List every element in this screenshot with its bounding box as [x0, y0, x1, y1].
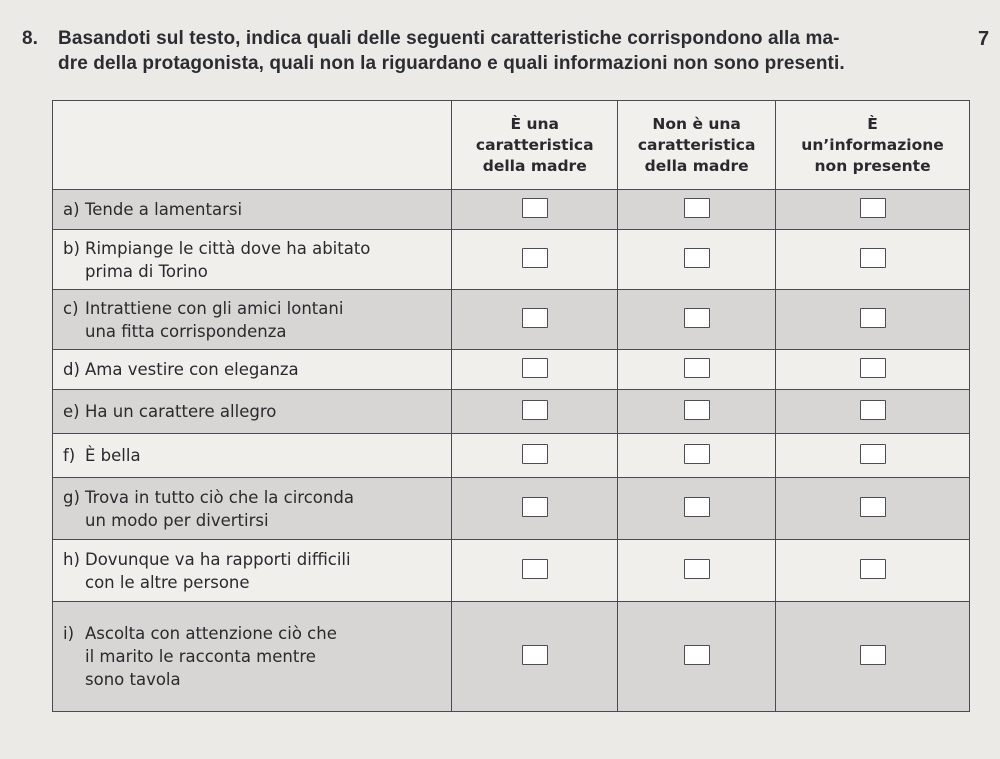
statement-cell	[53, 540, 452, 602]
checkbox-not-present[interactable]	[860, 559, 886, 579]
answer-cell-not-present	[776, 290, 970, 350]
statement-cell	[53, 190, 452, 230]
table-row	[53, 390, 970, 434]
answer-cell-not-trait	[618, 390, 776, 434]
checkbox-is-trait[interactable]	[522, 400, 548, 420]
answer-cell-not-trait	[618, 602, 776, 712]
column-header-line: Non è una	[652, 114, 741, 133]
statement-letter: d)	[63, 360, 80, 379]
checkbox-not-trait[interactable]	[684, 400, 710, 420]
answer-cell-is-trait	[452, 540, 618, 602]
statement-continuation: prima di Torino	[85, 261, 208, 281]
table-row	[53, 230, 970, 290]
answer-cell-not-present	[776, 434, 970, 478]
checkbox-not-present[interactable]	[860, 248, 886, 268]
checkbox-not-trait[interactable]	[684, 248, 710, 268]
instructions-text-1: Basandoti sul testo, indica quali delle seguenti caratteristiche corrispondono alla ma-	[58, 28, 840, 49]
checkbox-not-trait[interactable]	[684, 308, 710, 328]
checkbox-not-trait[interactable]	[684, 358, 710, 378]
statement-letter: i)	[63, 624, 75, 643]
statement-continuation: con le altre persone	[85, 572, 250, 592]
answer-cell-not-trait	[618, 350, 776, 390]
statement-cell	[53, 290, 452, 350]
checkbox-is-trait[interactable]	[522, 559, 548, 579]
statement-cell	[53, 602, 452, 712]
statement-text: Rimpiange le città dove ha abitato	[85, 238, 371, 258]
answer-cell-not-trait	[618, 230, 776, 290]
answer-cell-not-trait	[618, 190, 776, 230]
statement-cell	[53, 230, 452, 290]
column-header-line: caratteristica	[637, 135, 756, 154]
statement-text: Ama vestire con eleganza	[85, 360, 299, 379]
checkbox-not-trait[interactable]	[684, 198, 710, 218]
checkbox-not-present[interactable]	[860, 400, 886, 420]
statement-letter: g)	[63, 487, 80, 507]
margin-mark: 7	[978, 28, 990, 50]
answer-cell-is-trait	[452, 230, 618, 290]
statement-line	[63, 297, 443, 320]
checkbox-not-present[interactable]	[860, 308, 886, 328]
checkbox-is-trait[interactable]	[522, 645, 548, 665]
statement-letter: h)	[63, 549, 80, 569]
answer-cell-is-trait	[452, 190, 618, 230]
checkbox-is-trait[interactable]	[522, 308, 548, 328]
answer-cell-not-present	[776, 230, 970, 290]
statement-continuation: un modo per divertirsi	[85, 510, 269, 530]
checkbox-not-trait[interactable]	[684, 559, 710, 579]
statement-letter: e)	[63, 402, 80, 421]
statement-line	[63, 358, 443, 381]
column-header-is-trait	[452, 101, 618, 190]
column-header-line: È	[867, 114, 878, 133]
column-header-line: caratteristica	[475, 135, 594, 154]
header-corner	[53, 101, 452, 190]
statement-line	[63, 400, 443, 423]
answer-cell-not-present	[776, 540, 970, 602]
checkbox-is-trait[interactable]	[522, 444, 548, 464]
answer-cell-not-trait	[618, 434, 776, 478]
column-header-line: non presente	[814, 156, 931, 175]
statement-continuation: sono tavola	[85, 670, 181, 689]
statement-cell	[53, 434, 452, 478]
table-row	[53, 540, 970, 602]
answer-cell-is-trait	[452, 390, 618, 434]
instructions-line-1	[22, 26, 962, 51]
exercise-instructions	[22, 26, 962, 76]
statement-text: Intrattiene con gli amici lontani	[85, 298, 344, 318]
table-row	[53, 602, 970, 712]
checkbox-not-present[interactable]	[860, 198, 886, 218]
statement-letter: a)	[63, 200, 80, 219]
statement-line	[63, 198, 443, 221]
table-header-row	[53, 101, 970, 190]
checkbox-is-trait[interactable]	[522, 248, 548, 268]
statement-text: Ha un carattere allegro	[85, 402, 277, 421]
statement-line	[63, 622, 443, 645]
checkbox-not-trait[interactable]	[684, 645, 710, 665]
answer-cell-is-trait	[452, 290, 618, 350]
answer-cell-not-present	[776, 390, 970, 434]
table-row	[53, 434, 970, 478]
checkbox-is-trait[interactable]	[522, 198, 548, 218]
answer-table	[52, 100, 970, 712]
answer-cell-not-trait	[618, 540, 776, 602]
statement-line	[63, 237, 443, 260]
statement-cell	[53, 390, 452, 434]
statement-line	[63, 444, 443, 467]
column-header-line: della madre	[644, 156, 749, 175]
answer-cell-not-present	[776, 190, 970, 230]
statement-text: Dovunque va ha rapporti difficili	[85, 549, 351, 569]
answer-cell-is-trait	[452, 602, 618, 712]
column-header-not-trait	[618, 101, 776, 190]
answer-cell-is-trait	[452, 434, 618, 478]
answer-cell-not-trait	[618, 478, 776, 540]
statement-text: Tende a lamentarsi	[85, 200, 243, 219]
exercise-number: 8.	[22, 28, 39, 49]
checkbox-not-trait[interactable]	[684, 497, 710, 517]
checkbox-not-present[interactable]	[860, 497, 886, 517]
checkbox-not-present[interactable]	[860, 645, 886, 665]
statement-cell	[53, 478, 452, 540]
table-row	[53, 190, 970, 230]
statement-letter: f)	[63, 446, 76, 465]
instructions-line-2: dre della protagonista, quali non la riguardano e quali informazioni non sono presenti.	[58, 53, 845, 74]
checkbox-is-trait[interactable]	[522, 358, 548, 378]
statement-letter: b)	[63, 238, 80, 258]
table-row	[53, 290, 970, 350]
statement-text: Ascolta con attenzione ciò che	[85, 624, 337, 643]
statement-continuation: una fitta corrispondenza	[85, 321, 287, 341]
statement-text: Trova in tutto ciò che la circonda	[85, 487, 354, 507]
answer-cell-not-present	[776, 350, 970, 390]
column-header-not-present	[776, 101, 970, 190]
statement-line	[63, 548, 443, 571]
column-header-line: della madre	[482, 156, 587, 175]
checkbox-is-trait[interactable]	[522, 497, 548, 517]
answer-cell-not-present	[776, 478, 970, 540]
statement-line	[63, 486, 443, 509]
checkbox-not-trait[interactable]	[684, 444, 710, 464]
answer-cell-is-trait	[452, 350, 618, 390]
column-header-line: un’informazione	[801, 135, 944, 154]
answer-cell-not-present	[776, 602, 970, 712]
checkbox-not-present[interactable]	[860, 358, 886, 378]
statement-letter: c)	[63, 298, 79, 318]
statement-cell	[53, 350, 452, 390]
answer-cell-not-trait	[618, 290, 776, 350]
statement-text: È bella	[85, 446, 141, 465]
column-header-line: È una	[510, 114, 559, 133]
checkbox-not-present[interactable]	[860, 444, 886, 464]
table-row	[53, 350, 970, 390]
statement-continuation: il marito le racconta mentre	[85, 647, 316, 666]
table-row	[53, 478, 970, 540]
answer-cell-is-trait	[452, 478, 618, 540]
